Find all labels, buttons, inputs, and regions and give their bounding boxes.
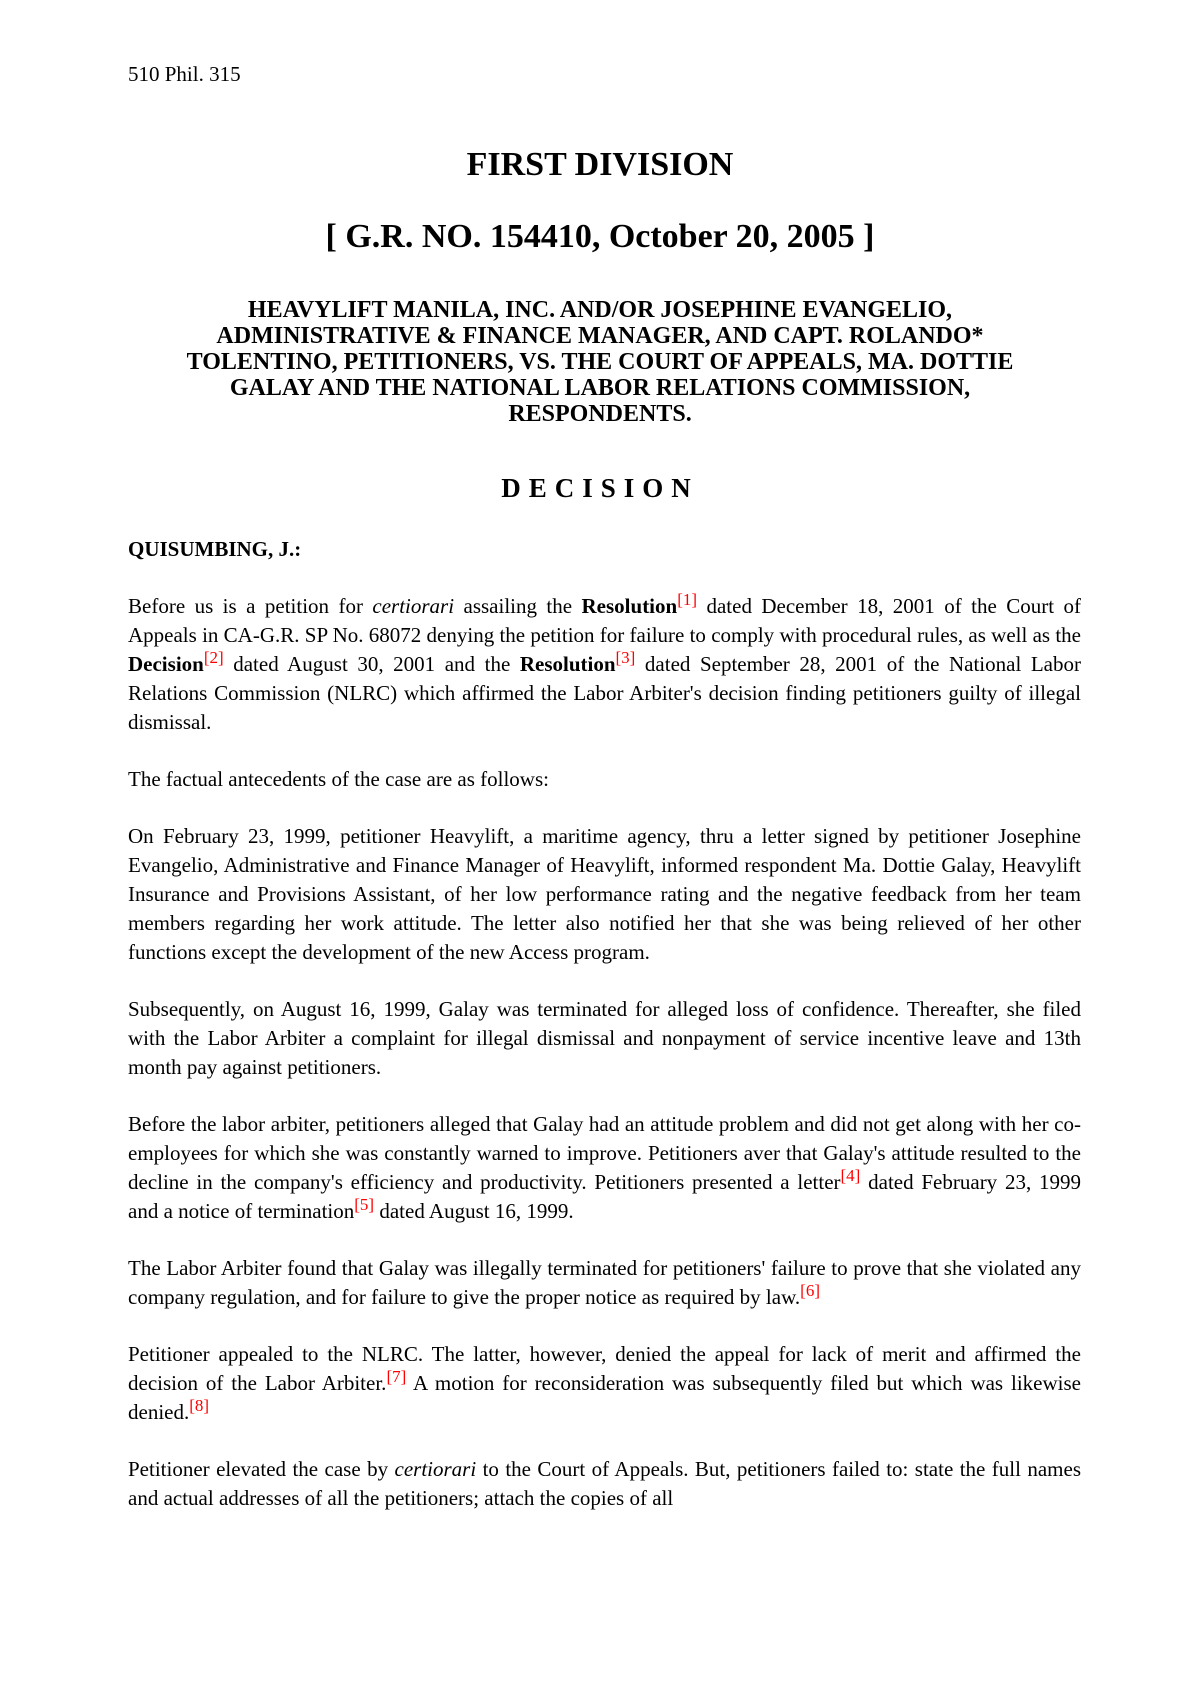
text: Before the labor arbiter, petitioners alleged that Galay had an attitude problem and did not get along with her co-employees for which she was constantly warned to improve. Petitioners aver that Galay's attitude resulted to the decline in the company's efficiency and productivity. Petitioners presented a letter xyxy=(128,1112,1081,1194)
paragraph-1 xyxy=(128,592,1081,737)
paragraph-8 xyxy=(128,1455,1081,1513)
text-bold: Decision xyxy=(128,652,204,676)
paragraph-4: Subsequently, on August 16, 1999, Galay was terminated for alleged loss of confidence. Thereafter, she filed with the Labor Arbiter a complaint for illegal dismissal and nonpayment of service incentive leave and 13th month pay against petitioners. xyxy=(128,997,1081,1079)
paragraph-7 xyxy=(128,1340,1081,1427)
text-bold: Resolution xyxy=(519,652,616,676)
text: dated August 30, 2001 and the xyxy=(223,652,520,676)
text: dated December 18, 2001 of the Court of Appeals in CA-G.R. SP No. 68072 denying the petition for failure to comply with procedural rules, as well as the xyxy=(128,594,1081,647)
text: Before us is a petition for xyxy=(128,594,373,618)
case-parties: HEAVYLIFT MANILA, INC. AND/OR JOSEPHINE EVANGELIO, ADMINISTRATIVE & FINANCE MANAGER, AND CAPT. ROLANDO* TOLENTINO, PETITIONERS, VS. THE COURT OF APPEALS, MA. DOTTIE GALAY AND THE NATIONAL LABOR RELATIONS COMMISSION, RESPONDENTS. xyxy=(186,297,1014,427)
footnote-link-7[interactable]: [7] xyxy=(386,1367,407,1386)
text-italic: certiorari xyxy=(394,1457,477,1481)
footnote-link-4[interactable]: [4] xyxy=(840,1166,861,1185)
text: to the Court of Appeals. But, petitioners failed to: state the full names and actual addresses of all the petitioners; attach the copies of all xyxy=(128,1457,1081,1510)
case-citation: 510 Phil. 315 xyxy=(128,62,241,86)
text: Petitioner appealed to the NLRC. The latter, however, denied the appeal for lack of merit and affirmed the decision of the Labor Arbiter. xyxy=(128,1342,1081,1395)
text: Petitioner elevated the case by xyxy=(128,1457,395,1481)
text-bold: Resolution xyxy=(581,594,678,618)
footnote-link-5[interactable]: [5] xyxy=(354,1195,375,1214)
text: dated February 23, 1999 and a notice of termination xyxy=(128,1170,1081,1223)
footnote-link-1[interactable]: [1] xyxy=(677,590,698,609)
paragraph-5 xyxy=(128,1110,1081,1226)
footnote-link-6[interactable]: [6] xyxy=(800,1281,820,1300)
footnote-link-2[interactable]: [2] xyxy=(203,648,224,667)
text: dated September 28, 2001 of the National Labor Relations Commission (NLRC) which affirmed the Labor Arbiter's decision finding petitioners guilty of illegal dismissal. xyxy=(128,652,1081,734)
gr-number: [ G.R. NO. 154410, October 20, 2005 ] xyxy=(325,218,875,255)
paragraph-2: The factual antecedents of the case are as follows: xyxy=(128,767,549,791)
decision-heading: DECISION xyxy=(501,473,699,503)
ponente: QUISUMBING, J.: xyxy=(128,537,302,561)
division-heading: FIRST DIVISION xyxy=(466,146,734,183)
footnote-link-3[interactable]: [3] xyxy=(615,648,636,667)
paragraph-3: On February 23, 1999, petitioner Heavylift, a maritime agency, thru a letter signed by petitioner Josephine Evangelio, Administrative and Finance Manager of Heavylift, informed respondent Ma. Dottie Galay, Heavylift Insurance and Provisions Assistant, of her low performance rating and the negative feedback from her team members regarding her work attitude. The letter also notified her that she was being relieved of her other functions except the development of the new Access program. xyxy=(128,824,1081,964)
text: dated August 16, 1999. xyxy=(374,1199,574,1223)
paragraph-6 xyxy=(128,1254,1081,1312)
text: assailing the xyxy=(454,594,582,618)
text: A motion for reconsideration was subsequently filed but which was likewise denied. xyxy=(128,1371,1081,1424)
footnote-link-8[interactable]: [8] xyxy=(189,1396,210,1415)
text: The Labor Arbiter found that Galay was illegally terminated for petitioners' failure to prove that she violated any company regulation, and for failure to give the proper notice as required by law. xyxy=(128,1256,1081,1309)
text-italic: certiorari xyxy=(372,594,455,618)
decision-body xyxy=(128,592,1081,1541)
